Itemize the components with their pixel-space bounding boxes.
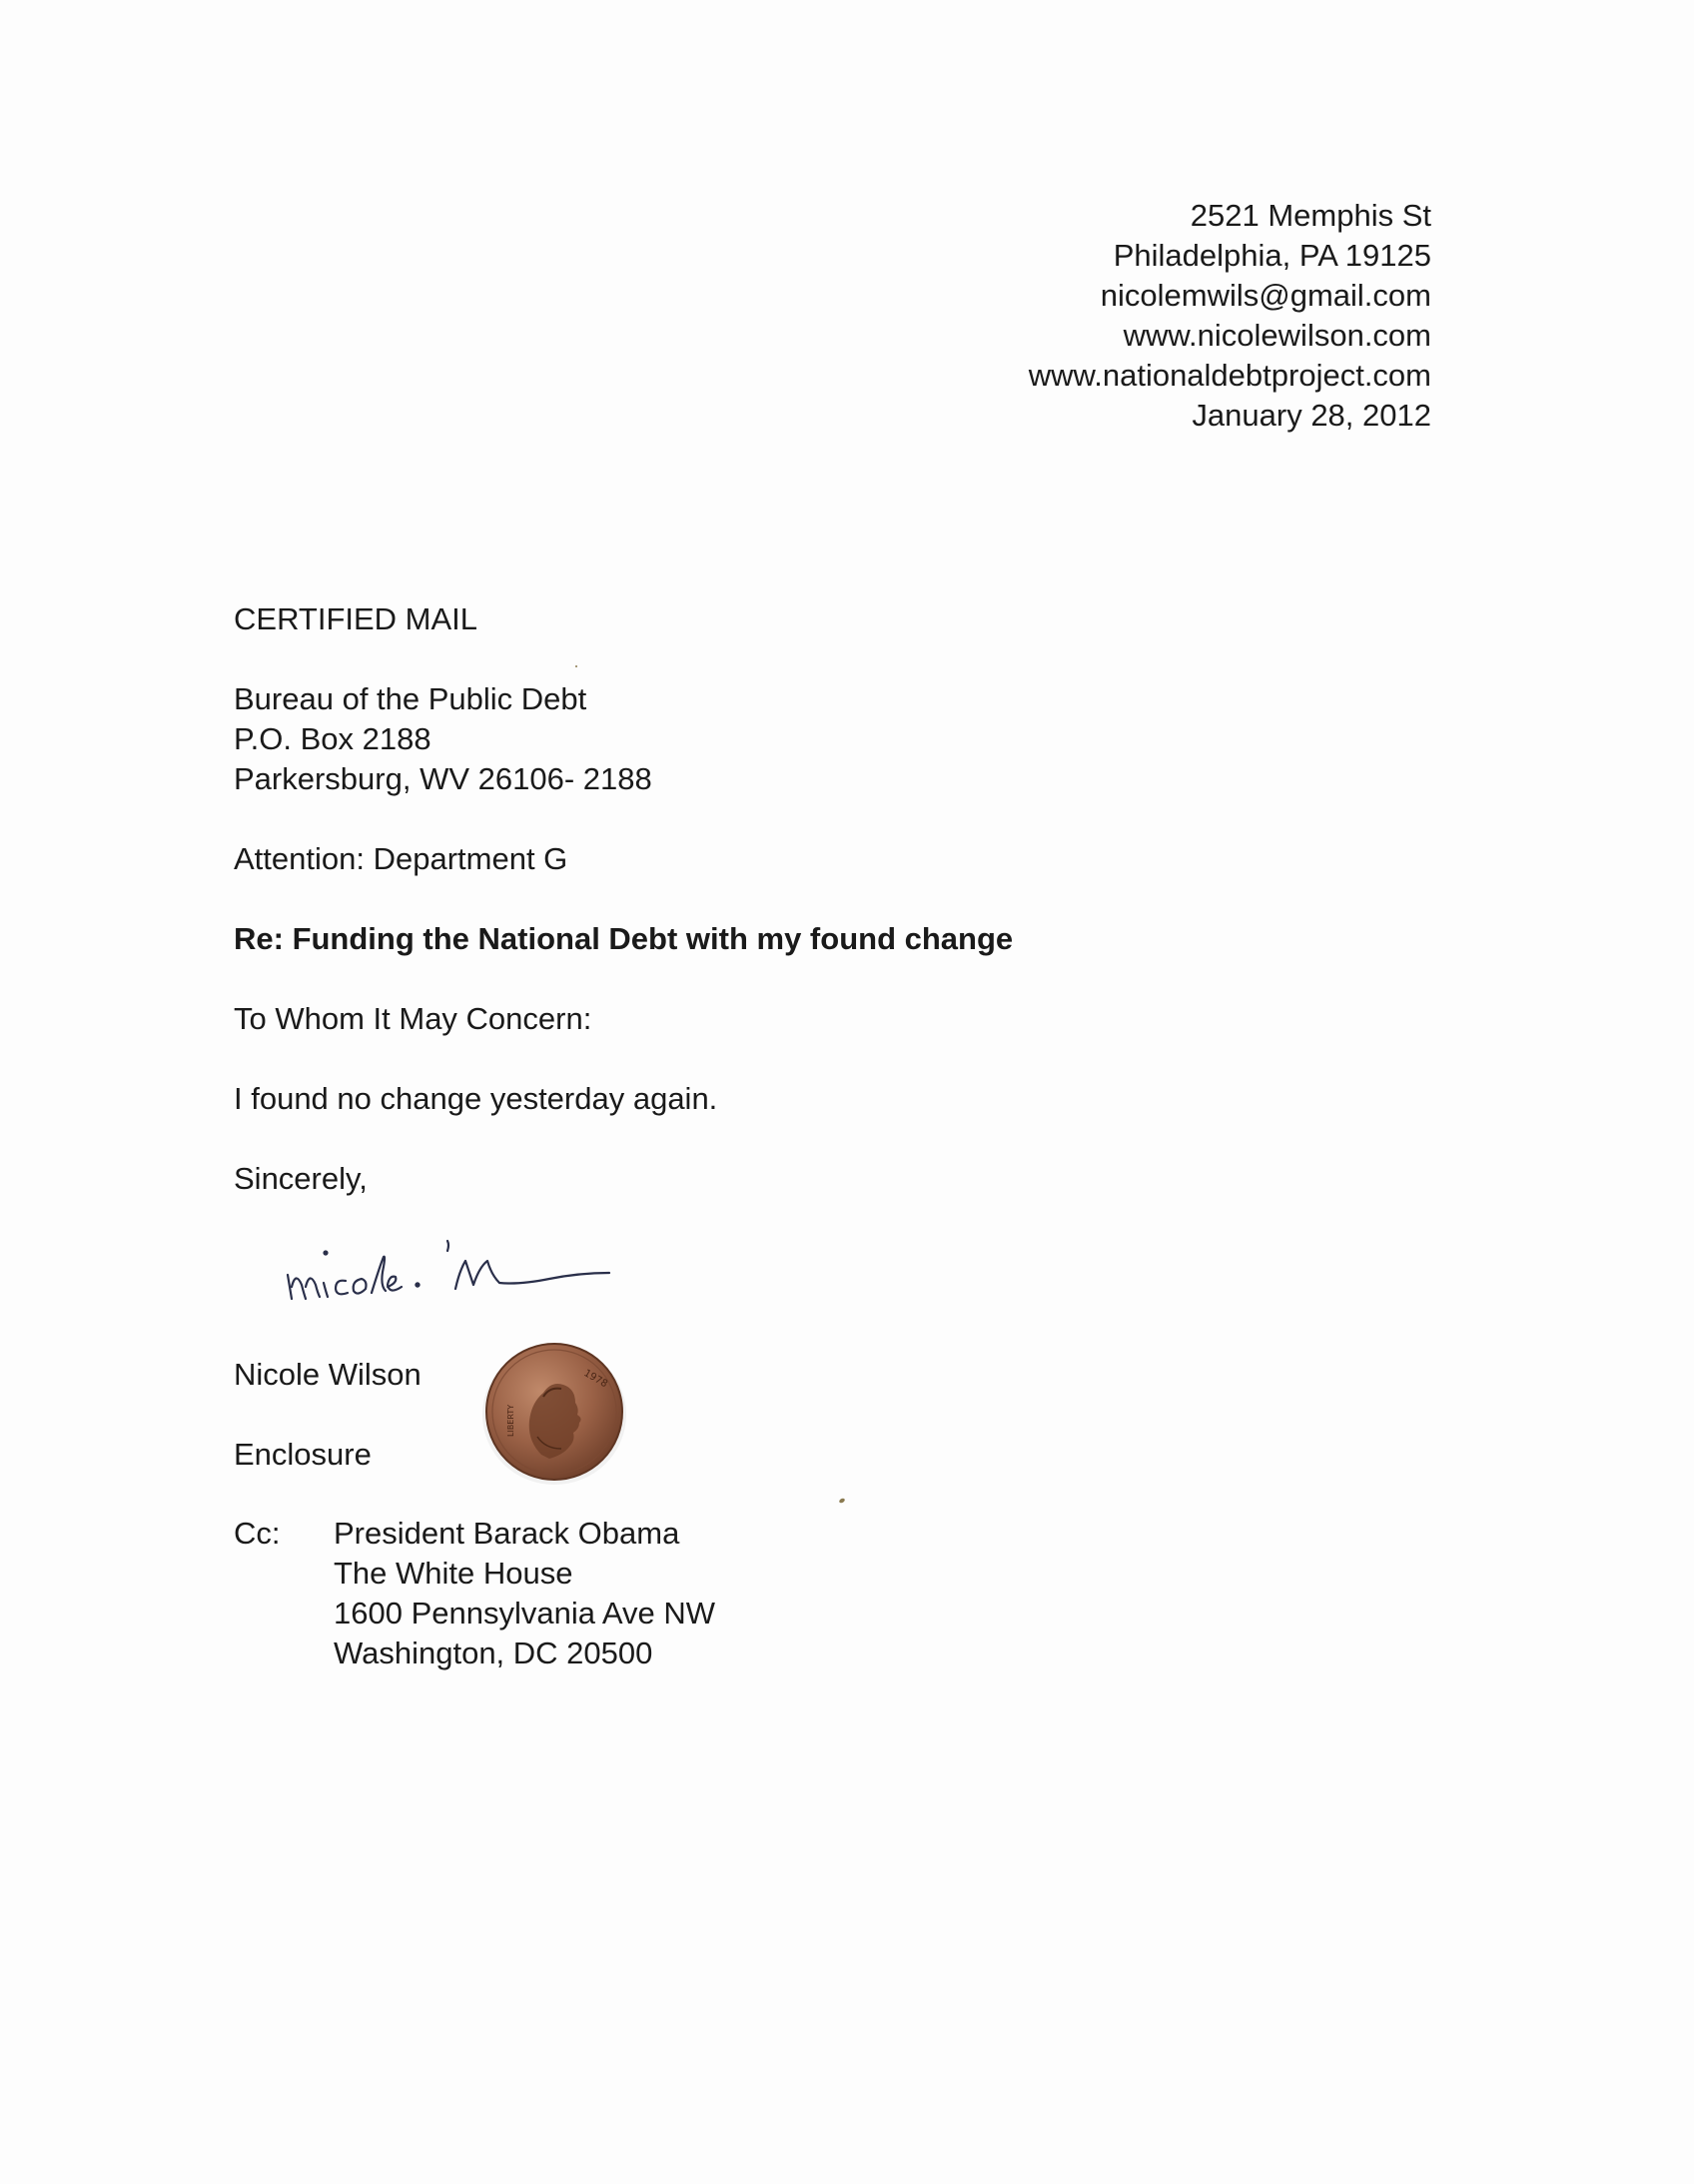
recipient-po-box: P.O. Box 2188 <box>234 721 431 756</box>
coin-motto: LIBERTY <box>506 1404 515 1437</box>
cc-recipient-city: Washington, DC 20500 <box>334 1636 653 1670</box>
cc-address-block <box>334 1514 715 1673</box>
sender-email: nicolemwils@gmail.com <box>1100 278 1431 313</box>
coin-year: 1978 <box>581 1368 610 1391</box>
recipient-city: Parkersburg, WV 26106- 2188 <box>234 761 652 796</box>
sender-city: Philadelphia, PA 19125 <box>1113 238 1431 273</box>
cc-label: Cc: <box>234 1516 281 1551</box>
sender-address-block <box>1029 196 1431 436</box>
attention-line: Attention: Department G <box>234 841 568 876</box>
scan-speck <box>838 1498 845 1504</box>
sender-website: www.nicolewilson.com <box>1123 318 1431 353</box>
salutation: To Whom It May Concern: <box>234 1001 592 1036</box>
subject-line: Re: Funding the National Debt with my found change <box>234 921 1014 956</box>
scan-speck <box>575 665 577 667</box>
sender-project-website: www.nationaldebtproject.com <box>1028 358 1431 393</box>
cc-recipient-name: President Barack Obama <box>334 1516 680 1551</box>
penny-coin-image <box>479 1337 629 1487</box>
signer-name: Nicole Wilson <box>234 1357 422 1392</box>
cc-recipient-building: The White House <box>334 1556 573 1591</box>
letter-body: I found no change yesterday again. <box>234 1081 718 1116</box>
sender-street: 2521 Memphis St <box>1190 198 1431 233</box>
cc-recipient-street: 1600 Pennsylvania Ave NW <box>334 1596 715 1631</box>
recipient-address-block <box>234 679 652 799</box>
enclosure-label: Enclosure <box>234 1437 372 1472</box>
handwritten-signature <box>280 1227 679 1327</box>
recipient-name: Bureau of the Public Debt <box>234 681 587 716</box>
letter-date: January 28, 2012 <box>1192 398 1431 433</box>
mail-type: CERTIFIED MAIL <box>234 601 478 636</box>
closing: Sincerely, <box>234 1161 368 1196</box>
